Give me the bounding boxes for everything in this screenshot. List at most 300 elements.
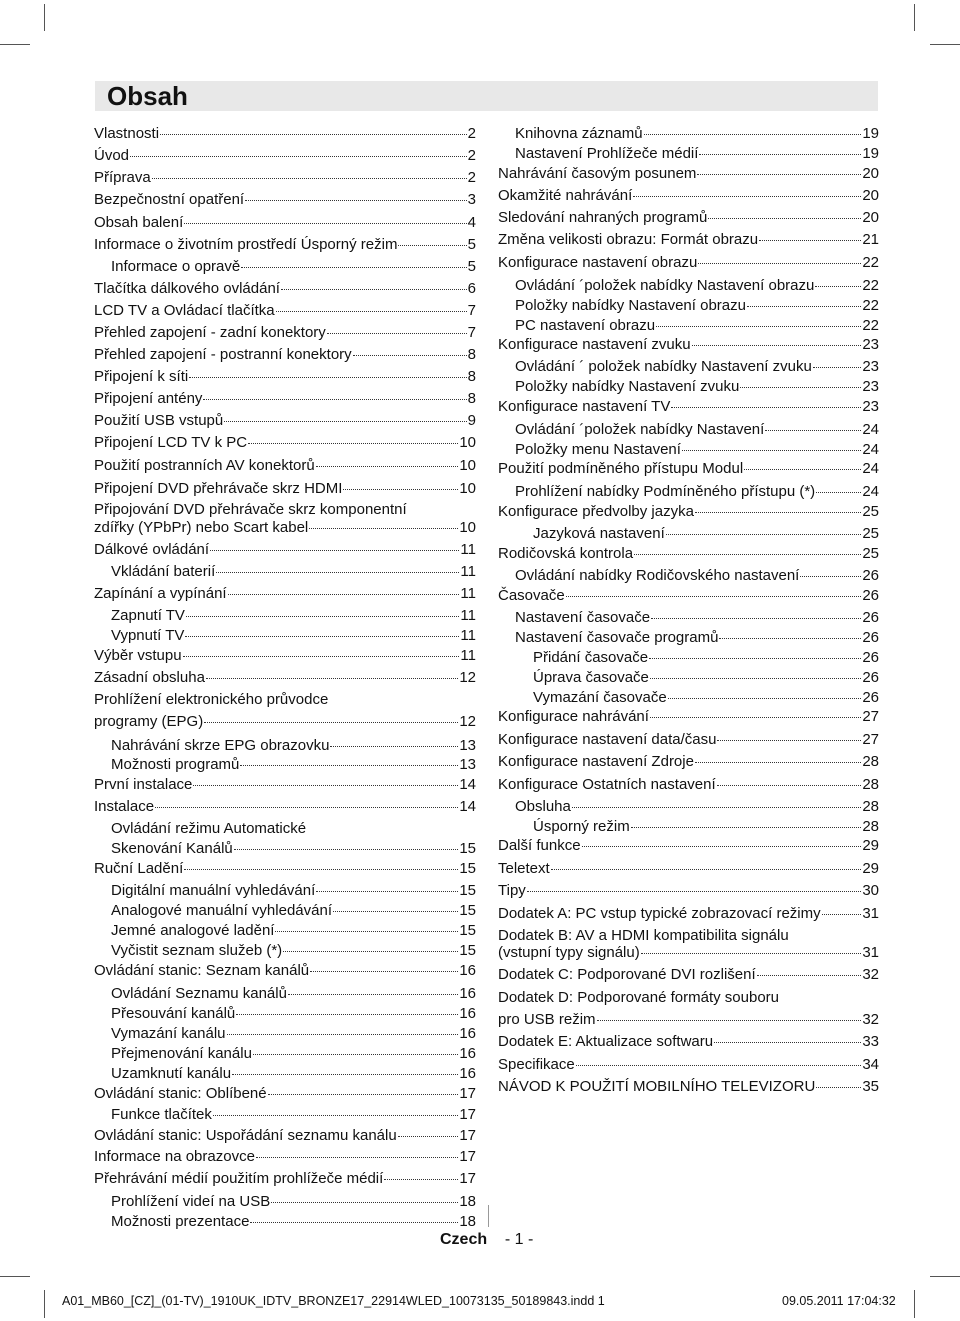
toc-entry-title: Možnosti prezentace (111, 1213, 250, 1230)
toc-entry-page: 31 (862, 944, 879, 961)
toc-entry-title: Prohlížení nabídky Podmíněného přístupu (*) (515, 483, 816, 500)
toc-entry (515, 567, 879, 585)
toc-entry-page: 9 (467, 412, 476, 429)
toc-entry-page: 10 (459, 434, 476, 451)
toc-entry-title: První instalace (94, 776, 193, 793)
toc-entry-title: zdířky (YPbPr) nebo Scart kabel (94, 519, 309, 536)
toc-leader-dots (288, 994, 458, 995)
toc-entry-page: 24 (862, 460, 879, 477)
toc-entry-page: 29 (862, 860, 879, 877)
toc-entry-title: Informace o opravě (111, 258, 241, 275)
toc-entry (111, 922, 476, 940)
toc-entry (94, 1127, 476, 1145)
toc-entry-title: Dodatek D: Podporované formáty souboru (498, 989, 779, 1006)
toc-entry (94, 169, 476, 187)
toc-entry-title: Úprava časovače (533, 669, 649, 686)
toc-entry-title: programy (EPG) (94, 713, 204, 730)
toc-leader-dots (714, 1042, 861, 1043)
toc-leader-dots (241, 267, 466, 268)
toc-leader-dots (698, 263, 861, 264)
toc-entry-page: 25 (862, 545, 879, 562)
toc-entry-page: 7 (467, 324, 476, 341)
toc-leader-dots (813, 367, 861, 368)
toc-entry (515, 277, 879, 295)
toc-entry (111, 902, 476, 920)
toc-entry-title: Úsporný režim (533, 818, 630, 835)
toc-entry-page: 17 (459, 1106, 476, 1123)
toc-entry-page: 15 (459, 942, 476, 959)
toc-entry (498, 927, 879, 945)
toc-entry-page: 11 (460, 647, 476, 664)
toc-leader-dots (234, 849, 459, 850)
toc-entry-title: Použití postranních AV konektorů (94, 457, 315, 474)
toc-entry (111, 840, 476, 858)
page-title: Obsah (107, 81, 188, 111)
toc-entry-title: Teletext (498, 860, 550, 877)
toc-entry (111, 756, 476, 774)
toc-entry-page: 20 (862, 209, 879, 226)
toc-leader-dots (216, 572, 459, 573)
toc-entry-title: Přidání časovače (533, 649, 649, 666)
toc-entry (498, 1011, 879, 1029)
toc-entry-page: 26 (862, 567, 879, 584)
toc-leader-dots (330, 746, 458, 747)
toc-leader-dots (206, 678, 458, 679)
toc-entry (94, 368, 476, 386)
toc-entry-title: Vymazání kanálu (111, 1025, 226, 1042)
crop-mark (44, 4, 45, 31)
toc-entry (94, 1148, 476, 1166)
toc-entry (111, 985, 476, 1003)
toc-leader-dots (213, 1115, 458, 1116)
toc-leader-dots (203, 399, 466, 400)
toc-entry (94, 501, 476, 519)
toc-entry (94, 280, 476, 298)
crop-mark (914, 4, 915, 31)
toc-entry-title: Položky nabídky Nastavení zvuku (515, 378, 740, 395)
toc-leader-dots (245, 200, 467, 201)
toc-entry (94, 798, 476, 816)
toc-entry-title: Konfigurace Ostatních nastavení (498, 776, 716, 793)
toc-entry-title: Položky nabídky Nastavení obrazu (515, 297, 746, 314)
toc-entry-page: 7 (467, 302, 476, 319)
toc-entry-page: 14 (459, 798, 476, 815)
toc-entry-page: 20 (862, 165, 879, 182)
toc-entry-title: Vymazání časovače (533, 689, 667, 706)
toc-entry-title: NÁVOD K POUŽITÍ MOBILNÍHO TELEVIZORU (498, 1078, 816, 1095)
toc-entry-title: Bezpečnostní opatření (94, 191, 245, 208)
toc-entry (111, 942, 476, 960)
toc-entry (94, 214, 476, 232)
toc-leader-dots (256, 1157, 458, 1158)
toc-leader-dots (398, 1136, 459, 1137)
toc-entry-title: Analogové manuální vyhledávání (111, 902, 332, 919)
toc-leader-dots (210, 550, 459, 551)
toc-leader-dots (671, 407, 861, 408)
toc-entry-title: Použití USB vstupů (94, 412, 224, 429)
toc-leader-dots (597, 1020, 862, 1021)
toc-entry-title: Jemné analogové ladění (111, 922, 275, 939)
toc-entry-title: Ruční Ladění (94, 860, 184, 877)
toc-leader-dots (576, 1065, 862, 1066)
toc-entry (94, 860, 476, 878)
page-footer (440, 1231, 533, 1249)
toc-entry (94, 346, 476, 364)
toc-entry (498, 336, 879, 354)
toc-entry-title: Vlastnosti (94, 125, 160, 142)
toc-entry-title: Nastavení časovače (515, 609, 651, 626)
toc-entry-page: 13 (459, 756, 476, 773)
toc-entry-title: Konfigurace nastavení obrazu (498, 254, 698, 271)
toc-entry-title: Zásadní obsluha (94, 669, 205, 686)
toc-entry-page: 11 (460, 541, 476, 558)
toc-entry-title: Ovládání stanic: Oblíbené (94, 1085, 267, 1102)
toc-leader-dots (268, 1094, 459, 1095)
toc-entry-page: 18 (459, 1213, 476, 1230)
toc-entry-page: 2 (467, 169, 476, 186)
toc-entry (533, 689, 879, 707)
toc-entry-title: Úvod (94, 147, 130, 164)
toc-entry-page: 23 (862, 358, 879, 375)
toc-entry-title: Ovládání režimu Automatické (111, 820, 307, 837)
toc-entry (111, 1193, 476, 1211)
toc-leader-dots (193, 785, 458, 786)
toc-entry (94, 302, 476, 320)
toc-entry-title: Nastavení časovače programů (515, 629, 719, 646)
toc-entry-title: Připojení antény (94, 390, 203, 407)
toc-entry-page: 25 (862, 525, 879, 542)
toc-entry-title: Konfigurace předvolby jazyka (498, 503, 694, 520)
toc-entry (498, 905, 879, 923)
toc-entry-title: Časovače (498, 587, 565, 604)
toc-entry (533, 669, 879, 687)
toc-entry-page: 24 (862, 421, 879, 438)
crop-mark (930, 44, 960, 45)
toc-entry (533, 818, 879, 836)
toc-entry-page: 15 (459, 860, 476, 877)
toc-entry-title: Nahrávání časovým posunem (498, 165, 697, 182)
toc-entry (498, 254, 879, 272)
toc-entry (498, 1056, 879, 1074)
toc-leader-dots (309, 528, 458, 529)
toc-leader-dots (228, 594, 460, 595)
print-slug-date: 09.05.2011 17:04:32 (782, 1294, 896, 1308)
toc-entry (515, 441, 879, 459)
toc-entry-page: 12 (459, 669, 476, 686)
toc-leader-dots (250, 1222, 458, 1223)
toc-entry (498, 231, 879, 249)
toc-entry-page: 4 (467, 214, 476, 231)
toc-leader-dots (275, 931, 458, 932)
toc-entry (498, 545, 879, 563)
toc-leader-dots (695, 762, 861, 763)
toc-entry (498, 165, 879, 183)
toc-entry-title: Dodatek E: Aktualizace softwaru (498, 1033, 714, 1050)
toc-leader-dots (641, 953, 862, 954)
toc-entry (94, 412, 476, 430)
toc-leader-dots (668, 698, 862, 699)
toc-entry (94, 125, 476, 143)
toc-entry (94, 647, 476, 665)
toc-entry-title: Přehled zapojení - postranní konektory (94, 346, 352, 363)
toc-entry-page: 20 (862, 187, 879, 204)
toc-entry-title: Uzamknutí kanálu (111, 1065, 232, 1082)
toc-entry-page: 25 (862, 503, 879, 520)
toc-entry-page: 32 (862, 1011, 879, 1028)
toc-leader-dots (283, 951, 458, 952)
toc-entry-title: Prohlížení elektronického průvodce (94, 691, 329, 708)
toc-entry-title: Dálkové ovládání (94, 541, 210, 558)
toc-entry-page: 23 (862, 398, 879, 415)
toc-entry (498, 1033, 879, 1051)
toc-entry-page: 12 (459, 713, 476, 730)
toc-leader-dots (717, 785, 862, 786)
toc-leader-dots (572, 807, 861, 808)
toc-entry-page: 27 (862, 731, 879, 748)
toc-leader-dots (281, 289, 467, 290)
toc-leader-dots (815, 286, 861, 287)
toc-leader-dots (656, 326, 861, 327)
toc-leader-dots (527, 891, 862, 892)
toc-entry-page: 26 (862, 629, 879, 646)
toc-entry-title: Okamžité nahrávání (498, 187, 633, 204)
toc-entry-title: Instalace (94, 798, 155, 815)
toc-entry-page: 29 (862, 837, 879, 854)
toc-entry-page: 16 (459, 1005, 476, 1022)
toc-entry-page: 5 (467, 236, 476, 253)
toc-entry-title: Ovládání stanic: Seznam kanálů (94, 962, 310, 979)
toc-entry-page: 26 (862, 669, 879, 686)
toc-entry-page: 18 (459, 1193, 476, 1210)
toc-entry (515, 483, 879, 501)
toc-entry-title: Dodatek A: PC vstup typické zobrazovací režimy (498, 905, 821, 922)
toc-leader-dots (822, 914, 862, 915)
toc-entry (94, 191, 476, 209)
toc-entry-page: 26 (862, 689, 879, 706)
toc-entry-page: 33 (862, 1033, 879, 1050)
toc-entry-title: Nahrávání skrze EPG obrazovku (111, 737, 330, 754)
toc-entry (498, 460, 879, 478)
toc-entry-page: 8 (467, 368, 476, 385)
toc-leader-dots (240, 765, 458, 766)
toc-entry-page: 19 (862, 125, 879, 142)
toc-entry (515, 609, 879, 627)
toc-entry-page: 23 (862, 336, 879, 353)
toc-entry-page: 31 (862, 905, 879, 922)
toc-entry-title: Ovládání ´ položek nabídky Nastavení zvuku (515, 358, 812, 375)
toc-entry-title: Vyčistit seznam služeb (*) (111, 942, 283, 959)
toc-entry-page: 23 (862, 378, 879, 395)
toc-entry-title: Přesouvání kanálů (111, 1005, 236, 1022)
crop-mark (44, 1290, 45, 1318)
toc-entry-title: Ovládání ´položek nabídky Nastavení obrazu (515, 277, 815, 294)
toc-leader-dots (747, 306, 861, 307)
toc-entry (498, 837, 879, 855)
toc-leader-dots (204, 722, 458, 723)
column-divider (488, 1205, 489, 1227)
toc-entry-title: Přejmenování kanálu (111, 1045, 252, 1062)
toc-entry (94, 480, 476, 498)
toc-entry (498, 398, 879, 416)
toc-leader-dots (566, 596, 862, 597)
toc-entry-title: Konfigurace nastavení TV (498, 398, 671, 415)
toc-entry (94, 519, 476, 537)
toc-entry-title: Konfigurace nastavení data/času (498, 731, 717, 748)
toc-entry (111, 1065, 476, 1083)
toc-entry (498, 187, 879, 205)
toc-leader-dots (316, 466, 459, 467)
toc-entry-page: 28 (862, 818, 879, 835)
toc-entry (498, 966, 879, 984)
toc-entry-title: Skenování Kanálů (111, 840, 233, 857)
toc-entry-title: Tlačítka dálkového ovládání (94, 280, 280, 297)
toc-leader-dots (644, 134, 862, 135)
toc-entry (533, 649, 879, 667)
footer-page-number: - 1 - (504, 1231, 534, 1248)
toc-entry-title: Jazyková nastavení (533, 525, 665, 542)
toc-entry (498, 587, 879, 605)
toc-entry-page: 16 (459, 1045, 476, 1062)
toc-entry-title: Vypnutí TV (111, 627, 185, 644)
toc-entry-page: 13 (459, 737, 476, 754)
toc-entry (498, 731, 879, 749)
toc-entry (515, 798, 879, 816)
toc-entry-page: 15 (459, 902, 476, 919)
toc-entry-page: 16 (459, 1065, 476, 1082)
toc-entry-title: Nastavení Prohlížeče médií (515, 145, 699, 162)
toc-entry-page: 17 (459, 1127, 476, 1144)
toc-entry (94, 457, 476, 475)
toc-entry-page: 8 (467, 346, 476, 363)
toc-leader-dots (224, 421, 466, 422)
toc-leader-dots (800, 576, 861, 577)
toc-leader-dots (634, 554, 861, 555)
toc-entry (533, 525, 879, 543)
toc-leader-dots (343, 489, 458, 490)
toc-leader-dots (227, 1034, 459, 1035)
toc-entry-title: Připojení LCD TV k PC (94, 434, 248, 451)
toc-entry-title: Změna velikosti obrazu: Formát obrazu (498, 231, 759, 248)
toc-entry-page: 28 (862, 776, 879, 793)
toc-entry-page: 11 (460, 585, 476, 602)
toc-entry-page: 16 (459, 1025, 476, 1042)
crop-mark (914, 1290, 915, 1318)
toc-leader-dots (316, 891, 458, 892)
toc-leader-dots (695, 512, 861, 513)
print-slug-filename: A01_MB60_[CZ]_(01-TV)_1910UK_IDTV_BRONZE17_22914WLED_10073135_50189843.indd 1 (62, 1294, 605, 1308)
toc-entry (111, 737, 476, 755)
toc-entry (94, 713, 476, 731)
toc-entry-title: Zapnutí TV (111, 607, 185, 624)
toc-entry-title: Obsah balení (94, 214, 184, 231)
toc-entry-title: Ovládání stanic: Uspořádání seznamu kanálu (94, 1127, 397, 1144)
toc-entry (94, 434, 476, 452)
toc-entry-page: 34 (862, 1056, 879, 1073)
toc-entry-page: 17 (459, 1148, 476, 1165)
toc-entry-page: 27 (862, 708, 879, 725)
toc-leader-dots (765, 430, 861, 431)
toc-entry (111, 882, 476, 900)
toc-entry-title: Přehrávání médií použitím prohlížeče médií (94, 1170, 384, 1187)
toc-leader-dots (183, 656, 460, 657)
toc-entry-title: Ovládání Seznamu kanálů (111, 985, 287, 1002)
toc-entry (94, 324, 476, 342)
toc-entry-page: 16 (459, 962, 476, 979)
toc-entry-title: Funkce tlačítek (111, 1106, 212, 1123)
toc-entry (498, 503, 879, 521)
toc-leader-dots (184, 869, 458, 870)
toc-entry-page: 15 (459, 840, 476, 857)
toc-entry (498, 989, 879, 1007)
toc-entry (111, 1045, 476, 1063)
toc-entry (515, 125, 879, 143)
toc-leader-dots (816, 1087, 861, 1088)
toc-entry-page: 6 (467, 280, 476, 297)
toc-entry (515, 297, 879, 315)
toc-entry-title: Ovládání ´položek nabídky Nastavení (515, 421, 765, 438)
toc-entry-title: Konfigurace nahrávání (498, 708, 649, 725)
toc-entry-page: 10 (459, 519, 476, 536)
toc-entry (111, 1106, 476, 1124)
toc-leader-dots (185, 636, 459, 637)
toc-entry-title: Vkládání baterií (111, 563, 216, 580)
toc-entry-page: 26 (862, 587, 879, 604)
footer-language: Czech (440, 1231, 488, 1248)
toc-entry (498, 1078, 879, 1096)
toc-entry-page: 10 (459, 480, 476, 497)
toc-leader-dots (271, 1202, 458, 1203)
toc-entry-title: (vstupní typy signálu) (498, 944, 640, 961)
toc-leader-dots (816, 492, 861, 493)
toc-leader-dots (236, 1014, 458, 1015)
toc-entry-page: 16 (459, 985, 476, 1002)
toc-entry (94, 962, 476, 980)
toc-leader-dots (551, 869, 862, 870)
toc-entry-page: 22 (862, 254, 879, 271)
toc-entry-page: 2 (467, 125, 476, 142)
toc-leader-dots (757, 975, 862, 976)
toc-leader-dots (353, 355, 467, 356)
toc-entry-title: Příprava (94, 169, 151, 186)
toc-entry (111, 258, 476, 276)
toc-entry-title: Připojení DVD přehrávače skrz HDMI (94, 480, 343, 497)
toc-entry-page: 11 (460, 607, 476, 624)
toc-entry (94, 691, 476, 709)
toc-entry-page: 17 (459, 1085, 476, 1102)
toc-entry-page: 3 (467, 191, 476, 208)
toc-leader-dots (651, 618, 861, 619)
toc-leader-dots (184, 223, 466, 224)
toc-entry (94, 776, 476, 794)
toc-leader-dots (708, 218, 861, 219)
toc-leader-dots (666, 534, 862, 535)
toc-entry-page: 11 (460, 627, 476, 644)
toc-leader-dots (160, 134, 467, 135)
toc-entry-page: 35 (862, 1078, 879, 1095)
toc-entry (111, 1025, 476, 1043)
toc-entry-title: Informace o životním prostředí Úsporný režim (94, 236, 398, 253)
toc-entry-title: Specifikace (498, 1056, 575, 1073)
toc-leader-dots (186, 616, 459, 617)
toc-entry-title: Položky menu Nastavení (515, 441, 681, 458)
toc-leader-dots (631, 827, 862, 828)
toc-leader-dots (152, 178, 467, 179)
toc-entry (498, 776, 879, 794)
toc-entry-title: Dodatek C: Podporované DVI rozlišení (498, 966, 756, 983)
toc-entry-page: 28 (862, 753, 879, 770)
toc-entry (94, 669, 476, 687)
toc-leader-dots (744, 469, 861, 470)
